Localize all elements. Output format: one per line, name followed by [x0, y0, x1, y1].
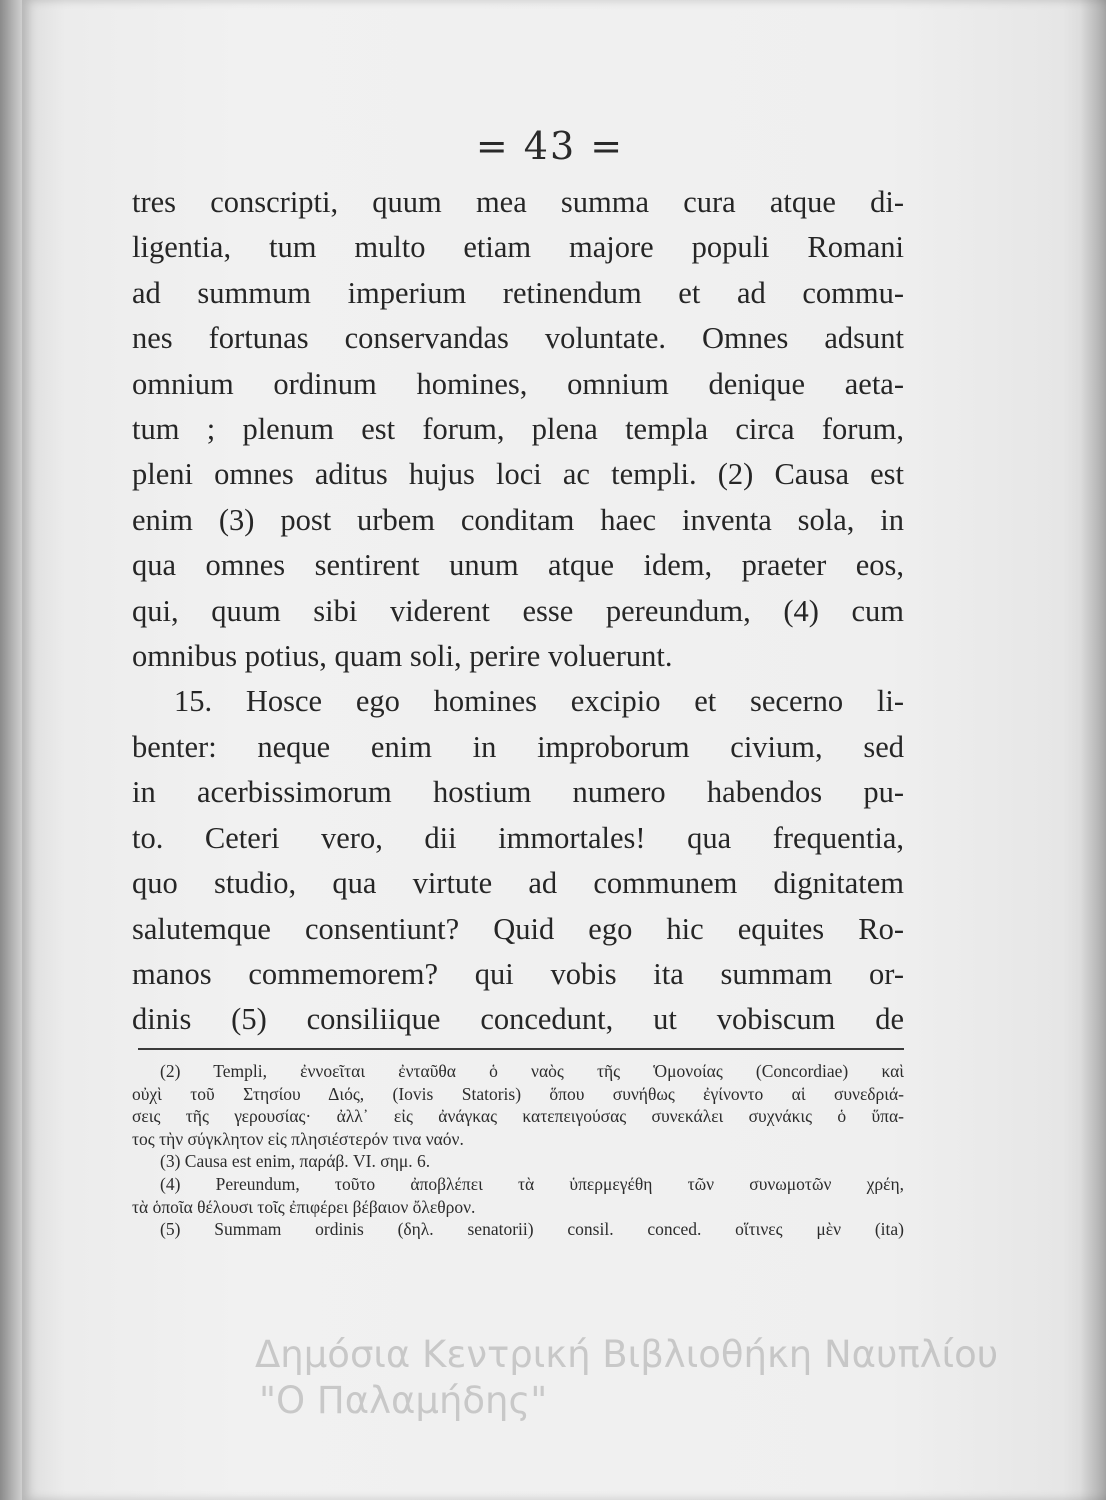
footnote-4: (4) Pereundum, τοῦτο ἀποβλέπει τὰ ὑπερμεγέθη τῶν συνωμοτῶν χρέη, — [160, 1173, 904, 1194]
text-line: benter: neque enim in improborum civium, sed — [132, 729, 904, 764]
footnote-line: σεις τῆς γερουσίας· ἀλλ᾽ εἰς ἀνάγκας κατεπειγούσας συνεκάλει συχνάκις ὁ ὕπα- — [132, 1106, 904, 1127]
text-line: ad summum imperium retinendum et ad commu- — [132, 275, 904, 310]
watermark-line-1: Δημόσια Κεντρική Βιβλιοθήκη Ναυπλίου — [255, 1333, 999, 1376]
book-binding-shadow — [0, 0, 22, 1500]
footnotes — [132, 1060, 904, 1241]
text-line: nes fortunas conservandas voluntate. Omnes adsunt — [132, 321, 904, 356]
page-edge-shadow — [1080, 0, 1106, 1500]
footnote-2: (2) Templi, ἐννοεῖται ἐνταῦθα ὁ ναὸς τῆς Ὁμονοίας (Concordiae) καὶ — [160, 1061, 904, 1081]
text-line: dinis (5) consiliique concedunt, ut vobiscum de — [132, 1002, 904, 1037]
text-line: omnium ordinum homines, omnium denique aeta- — [132, 366, 904, 401]
text-line: salutemque consentiunt? Quid ego hic equites Ro- — [132, 911, 904, 946]
text-line: to. Ceteri vero, dii immortales! qua frequentia, — [132, 820, 904, 855]
footnote-line: τος τὴν σύγκλητον εἰς πλησιέστερόν τινα ναόν. — [132, 1128, 464, 1149]
text-line: in acerbissimorum hostium numero habendos pu- — [132, 775, 904, 810]
text-line: enim (3) post urbem conditam haec inventa sola, in — [132, 502, 904, 537]
footnote-divider — [138, 1048, 904, 1050]
watermark-line-2: "Ο Παλαμήδης" — [259, 1379, 548, 1422]
footnote-5: (5) Summam ordinis (δηλ. senatorii) consil. conced. οἵτινες μὲν (ita) — [160, 1219, 904, 1240]
text-line: omnibus potius, quam soli, perire voluerunt. — [132, 639, 673, 674]
footnote-3: (3) Causa est enim, παράβ. VI. σημ. 6. — [160, 1151, 431, 1172]
footnote-line: τὰ ὁποῖα θέλουσι τοῖς ἐπιφέρει βέβαιον ὄλεθρον. — [132, 1196, 476, 1217]
text-line: pleni omnes aditus hujus loci ac templi. (2) Causa est — [132, 457, 904, 492]
text-line: qua omnes sentirent unum atque idem, praeter eos, — [132, 548, 904, 583]
main-text — [132, 180, 904, 1043]
text-line: qui, quum sibi viderent esse pereundum, (4) cum — [132, 593, 904, 628]
text-line: manos commemorem? qui vobis ita summam or- — [132, 956, 904, 991]
text-line: quo studio, qua virtute ad communem dignitatem — [132, 866, 904, 901]
library-watermark — [255, 1332, 1106, 1424]
text-line: tum ; plenum est forum, plena templa circa forum, — [132, 412, 904, 447]
text-line: ligentia, tum multo etiam majore populi Romani — [132, 230, 904, 265]
footnote-line: οὐχὶ τοῦ Στησίου Διός, (Iovis Statoris) ὅπου συνήθως ἐγίνοντο αἱ συνεδριά- — [132, 1083, 904, 1104]
page-number: = 43 = — [475, 124, 625, 168]
section-15-start: 15. Hosce ego homines excipio et secerno li- — [174, 684, 904, 719]
text-line: tres conscripti, quum mea summa cura atque di- — [132, 185, 904, 219]
